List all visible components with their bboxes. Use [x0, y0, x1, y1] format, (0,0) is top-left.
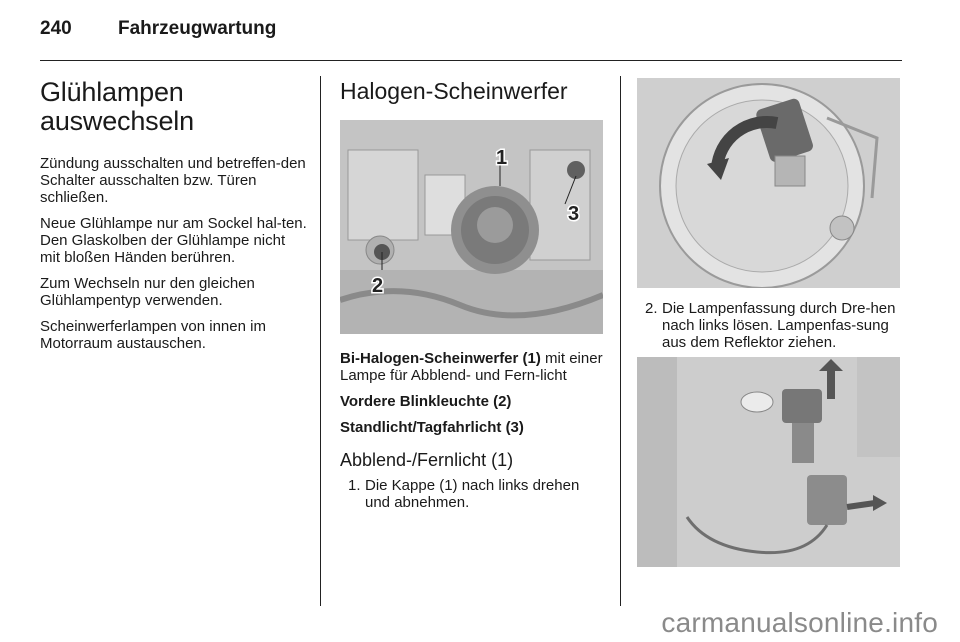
page-header — [40, 18, 276, 48]
step-number: 1. — [348, 477, 361, 494]
callout-1: 1 — [496, 147, 508, 169]
subheading: Abblend-/Fernlicht (1) — [340, 450, 514, 470]
paragraph: Zum Wechseln nur den gleichen Glühlampentyp verwenden. — [40, 275, 255, 309]
section-title: Halogen-Scheinwerfer — [340, 78, 568, 104]
chapter-title: Fahrzeugwartung — [118, 18, 277, 39]
bulb-removal-figure — [637, 357, 900, 567]
caption-turn-signal: Vordere Blinkleuchte (2) — [340, 393, 512, 410]
section-title: Glühlampen auswechseln — [40, 77, 194, 136]
callout-2: 2 — [372, 275, 384, 297]
header-rule — [40, 60, 902, 61]
paragraph: Zündung ausschalten und betreffen-den Schalter ausschalten bzw. Türen schließen. — [40, 155, 306, 206]
paragraph: Scheinwerferlampen von innen im Motorraum austauschen. — [40, 318, 266, 352]
column-divider-1 — [320, 76, 321, 606]
step-text: Die Kappe (1) nach links drehen und abnehmen. — [365, 477, 580, 511]
step-2 — [637, 300, 905, 351]
step-1 — [340, 477, 605, 511]
headlamp-overview-figure — [340, 120, 603, 334]
step-number: 2. — [645, 300, 658, 317]
watermark: carmanualsonline.info — [661, 607, 938, 638]
caption-rest: mit einer Lampe für Abblend- und Fern-licht — [340, 350, 603, 384]
headlamp-overview-illustration — [340, 120, 603, 334]
left-column — [40, 78, 308, 361]
paragraph: Neue Glühlampe nur am Sockel hal-ten. Den Glaskolben der Glühlampe nicht mit bloßen Händen berühren. — [40, 215, 307, 266]
step-text: Die Lampenfassung durch Dre-hen nach links lösen. Lampenfas-sung aus dem Reflektor ziehen. — [662, 300, 896, 351]
callout-3: 3 — [568, 203, 580, 225]
middle-column — [340, 78, 605, 517]
column-divider-2 — [620, 76, 621, 606]
caption-parking-light: Standlicht/Tagfahrlicht (3) — [340, 419, 524, 436]
bulb-holder-rotation-figure — [637, 78, 900, 288]
page-number: 240 — [40, 18, 72, 39]
caption-bold: Bi-Halogen-Scheinwerfer (1) — [340, 350, 541, 367]
bulb-holder-rotation-illustration — [637, 78, 900, 288]
caption-bi-halogen — [340, 350, 605, 384]
right-column — [637, 78, 905, 567]
bulb-removal-illustration — [637, 357, 900, 567]
